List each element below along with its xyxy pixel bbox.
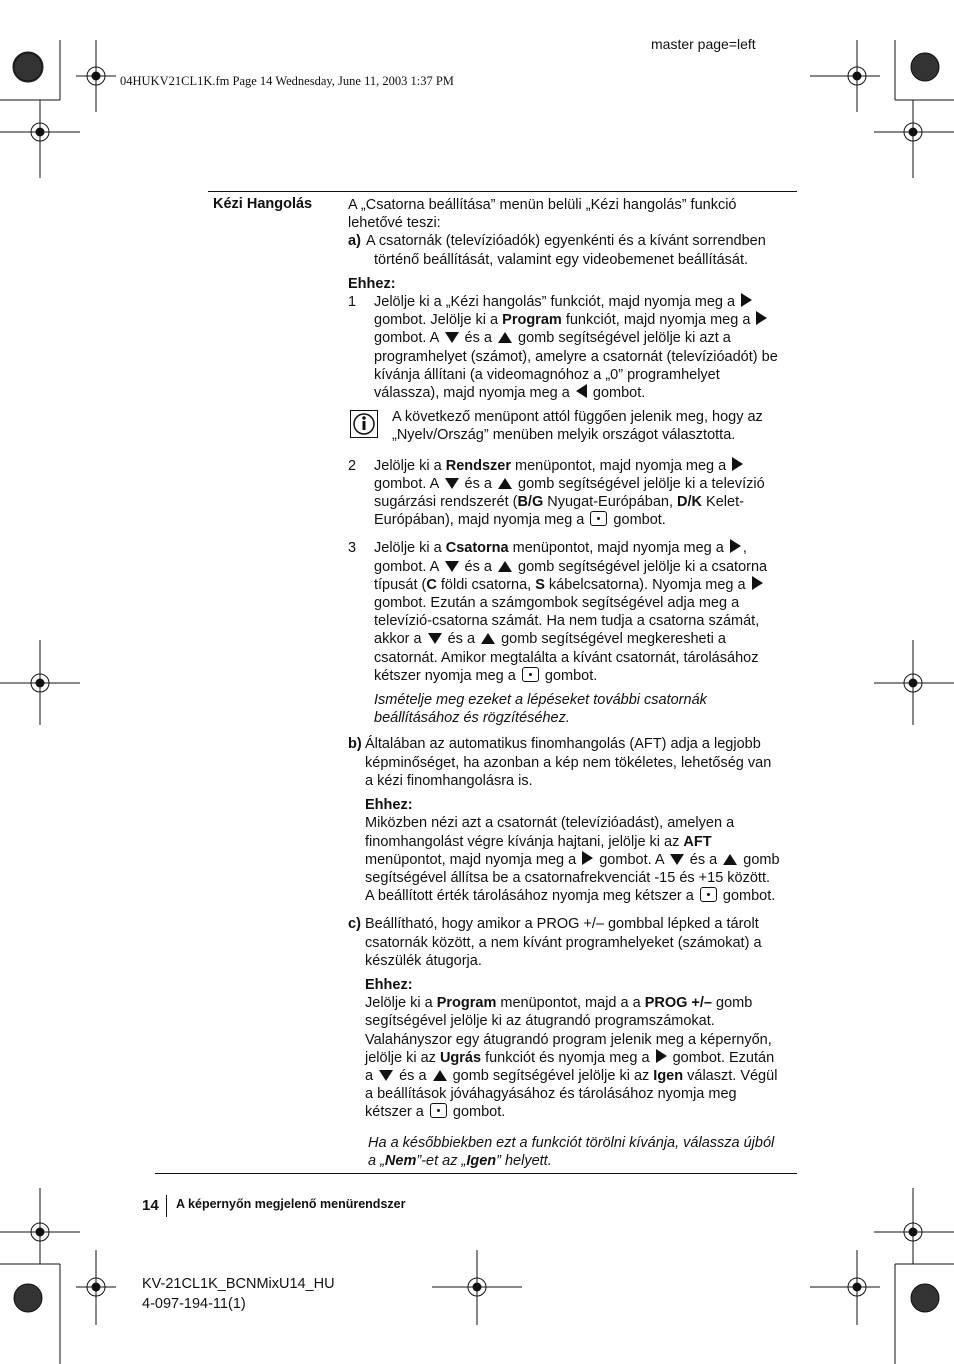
step-3: 3 Jelölje ki a Csatorna menüpontot, majd nyomja meg a , gombot. A és a gomb segítségével jelölje ki a csatorna típusát (C földi csatorna, S kábelcsatorna). Nyomja meg a gombot. Ezután a számgombok segítségével adja meg a televízió-csatorna számát. Ha nem tudja a csatorna számát, akkor a és a gomb segítségével megkeresheti a csatornát. Amikor megtalálta a kívánt csatornát, tárolásához kétszer nyomja meg a gombot. Ismételje meg ezeket a lépéseket további csatornák beállításához és rögzítéséhez. [348,539,800,727]
b-line-3: a kézi finomhangolásra is. [365,772,533,789]
b-line-2: képminőséget, ha azonban a kép nem tökéletes, lehetőség van [365,754,772,771]
registration-mark-icon [13,52,43,82]
intro-line-2: lehetővé teszi: [348,215,441,232]
intro-line-1: A „Csatorna beállítása” menün belüli „Kézi hangolás” funkció [348,197,737,213]
arrow-up-icon [498,332,512,343]
footer-section: A képernyőn megjelenő menürendszer [176,1197,406,1211]
arrow-down-icon [445,561,459,572]
item-c: c) Beállítható, hogy amikor a PROG +/– gombbal lépked a tárolt csatornák között, a nem kívánt programhelyeket (számokat) a készülék átugorja. Ehhez: Jelölje ki a Program menüpontot, majd a a PROG +/– gomb segítségével jelölje ki az átugrandó programszámokat. Valahányszor egy átugrandó program jelenik meg a képernyőn, jelölje ki az Ugrás funkciót és nyomja meg a gombot. Ezután a és a gomb segítségével jelölje ki az Igen választ. Végül a beállítások jóváhagyásához és tárolásához nyomja meg kétszer a gombot. Ha a későbbiekben ezt a funkciót törölni kívánja, válassza újból a „Nem”-et az „Igen” helyett. [348,915,800,1170]
footer-divider [166,1195,167,1217]
arrow-up-icon [723,854,737,865]
arrow-right-icon [741,293,752,307]
arrow-up-icon [498,561,512,572]
arrow-right-icon [756,311,767,325]
arrow-up-icon [481,633,495,644]
b-line-1: Általában az automatikus finomhangolás (AFT) adja a legjobb [365,736,761,753]
arrow-down-icon [670,854,684,865]
ok-button-icon [700,887,717,902]
arrow-right-icon [656,1049,667,1063]
main-column [348,196,800,1170]
file-info: 04HUKV21CL1K.fm Page 14 Wednesday, June 11, 2003 1:37 PM [120,74,454,88]
arrow-right-icon [752,576,763,590]
model-code: KV-21CL1K_BCNMixU14_HU [142,1276,335,1292]
section-title: Kézi Hangolás [213,196,313,212]
arrow-up-icon [498,478,512,489]
arrow-right-icon [582,851,593,865]
info-icon [350,410,378,438]
b-instructions: Miközben nézi azt a csatornát (televízióadást), amelyen a finomhangolást végre kívánja hajtani, jelölje ki az AFT menüpontot, majd nyomja meg a gombot. A és a gomb segítségével állítsa be a csatornafrekvenciát -15 és +15 között. A beállított érték tárolásához nyomja meg kétszer a gombot. [365,815,780,905]
part-number: 4-097-194-11(1) [142,1296,246,1312]
arrow-left-icon [576,384,587,398]
repeat-line-1: Ismételje meg ezeket a lépéseket további csatornák [374,692,707,709]
step-number: 1 [348,294,357,311]
step-number: 2 [348,457,357,474]
master-page-label: master page=left [651,36,756,52]
ehhez-heading: Ehhez: [365,976,413,993]
top-rule [208,191,797,192]
arrow-down-icon [379,1070,393,1081]
ehhez-heading: Ehhez: [365,797,413,814]
arrow-down-icon [428,633,442,644]
ehhez-heading: Ehhez: [348,275,396,292]
a-line-1: A csatornák (televízióadók) egyenkénti és a kívánt sorrendben [366,233,766,250]
c-line-3: készülék átugorja. [365,952,482,969]
page-number: 14 [142,1197,159,1214]
a-line-2: történő beállítását, valamint egy videobemenet beállítását. [374,251,749,268]
arrow-right-icon [732,457,743,471]
item-b: b) Általában az automatikus finomhangolás (AFT) adja a legjobb képminőséget, ha azonban a kép nem tökéletes, lehetőség van a kézi finomhangolásra is. Ehhez: Miközben nézi azt a csatornát (televízióadást), amelyen a finomhangolást végre kívánja hajtani, jelölje ki az AFT menüpontot, majd nyomja meg a gombot. A és a gomb segítségével állítsa be a csatornafrekvenciát -15 és +15 között. A beállított érték tárolásához nyomja meg kétszer a gombot. [348,735,800,905]
step-2: 2 Jelölje ki a Rendszer menüpontot, majd nyomja meg a gombot. A és a gomb segítségével jelölje ki a televízió sugárzási rendszerét (B/G Nyugat-Európában, D/K Kelet- Európában), majd nyomja meg a gombot. [348,457,765,529]
arrow-down-icon [445,478,459,489]
arrow-up-icon [433,1070,447,1081]
ok-button-icon [522,667,539,682]
step-number: 3 [348,540,357,557]
step-1: 1 Jelölje ki a „Kézi hangolás” funkciót, majd nyomja meg a gombot. Jelölje ki a Program funkciót, majd nyomja meg a gombot. A és a gomb segítségével jelölje ki azt a programhelyet (számot), amelyre a csatornát (televízióadót) be kívánja állítani (a videomagnóhoz a „0” programhelyet válassza), majd nyomja meg a gombot. [348,294,778,402]
note-line-1: A következő menüpont attól függően jelenik meg, hogy az [392,409,763,426]
c-instructions: Jelölje ki a Program menüpontot, majd a a PROG +/– gomb segítségével jelölje ki az átugrandó programszámokat. Valahányszor egy átugrandó program jelenik meg a képernyőn, jelölje ki az Ugrás funkciót és nyomja meg a gombot. Ezután a és a gomb segítségével jelölje ki az Igen választ. Végül a beállítások jóváhagyásához és tárolásához nyomja meg kétszer a gombot. [365,995,778,1121]
c-italic-note: Ha a későbbiekben ezt a funkciót törölni kívánja, válassza újból a „Nem”-et az „Igen” helyett. [368,1134,775,1169]
arrow-right-icon [730,539,741,553]
c-line-2: csatornák között, a nem kívánt programhelyeket (számokat) a [365,934,762,951]
note-box [348,408,800,444]
repeat-line-2: beállításához és rögzítéséhez. [374,710,570,727]
bottom-rule [155,1173,797,1174]
item-a: a) A csatornák (televízióadók) egyenkénti és a kívánt sorrendben történő beállítását, valamint egy videobemenet beállítását. [348,232,800,268]
note-line-2: „Nyelv/Ország” menüben melyik országot választotta. [392,427,736,444]
arrow-down-icon [445,332,459,343]
ok-button-icon [430,1103,447,1118]
ok-button-icon [590,511,607,526]
c-line-1: Beállítható, hogy amikor a PROG +/– gombbal lépked a tárolt [365,916,759,933]
